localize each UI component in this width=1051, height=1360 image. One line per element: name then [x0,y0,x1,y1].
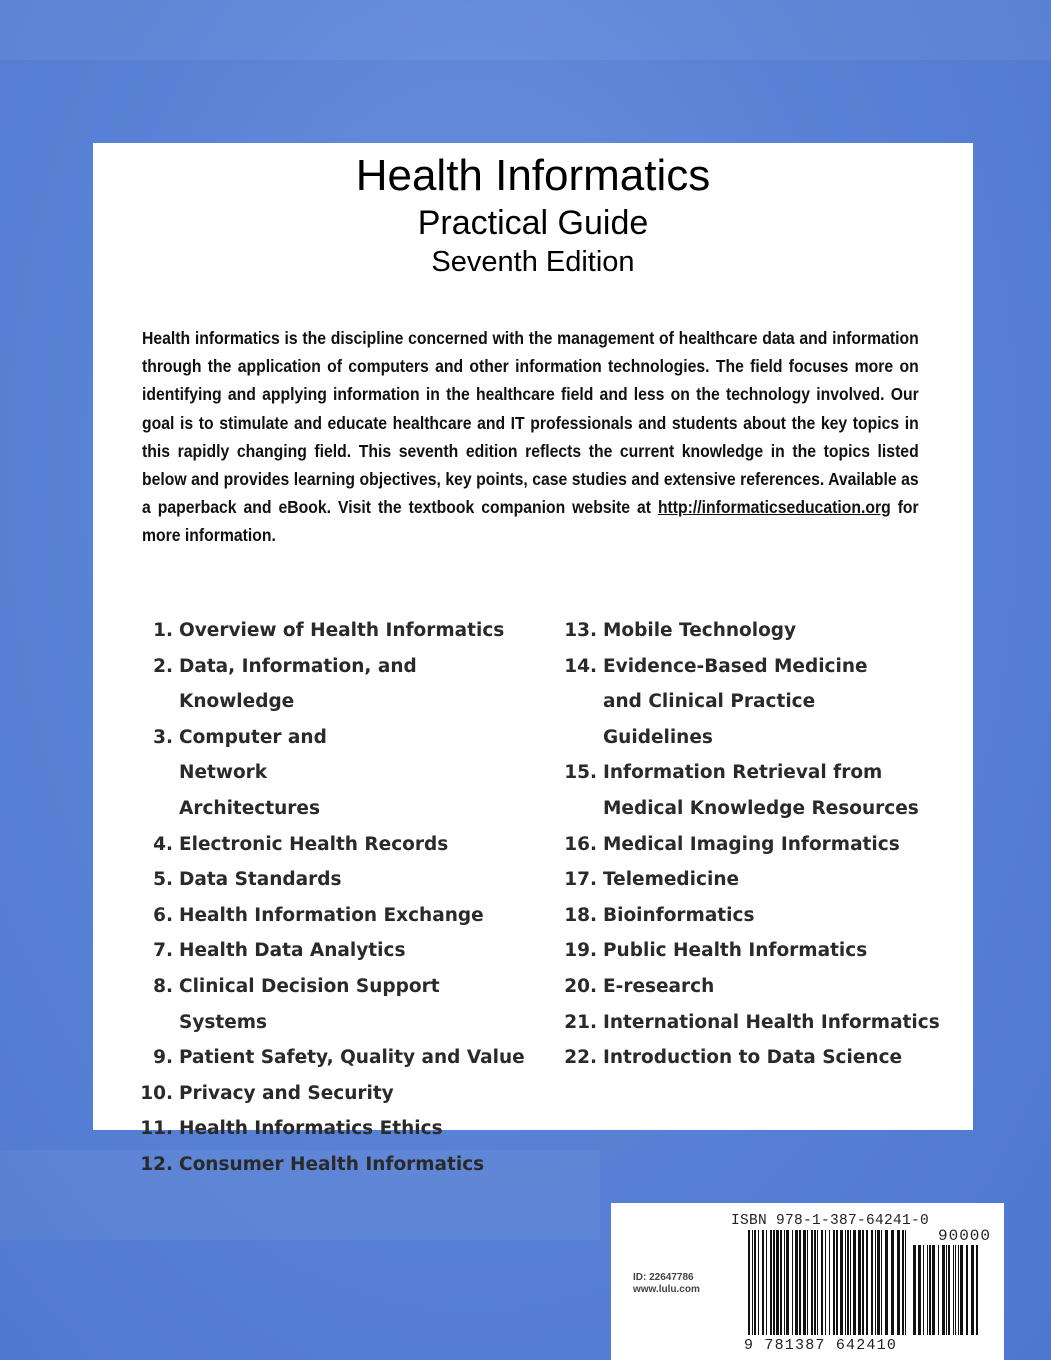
toc-item: 13. Mobile Technology [564,620,797,641]
publisher-site: www.lulu.com [633,1284,700,1295]
title-block [93,151,973,279]
toc-item: 3. Computer and Network Architectures [153,726,327,819]
id-line: ID: 22647786 [633,1272,694,1283]
description-text-end: for more information. [142,497,919,546]
barcode-digits: 9 781387 642410 [744,1337,898,1354]
toc-item: 12. Consumer Health Informatics [140,1153,485,1175]
toc-item: 9. Patient Safety, Quality and Value [153,1047,525,1069]
book-title: Health Informatics [355,151,711,200]
publisher-id [633,1272,700,1296]
toc-item: 20. E-research [564,975,715,997]
barcode-icon [748,1230,908,1335]
toc-item: 17. Telemedicine [564,869,740,891]
toc-item: 18. Bioinformatics [564,904,755,926]
toc-left-column [131,613,531,1183]
toc-item: 1. Overview of Health Informatics [153,620,505,641]
toc-item: 4. Electronic Health Records [153,833,449,855]
isbn-number: ISBN 978-1-387-64241-0 [731,1213,930,1229]
toc-item: 21. International Health Informatics [564,1011,940,1033]
toc-item: 10. Privacy and Security [140,1082,394,1104]
toc-item: 22. Introduction to Data Science [564,1047,903,1069]
toc-item: 14. Evidence-Based Medicine and Clinical Practice Guidelines [564,655,868,748]
toc-item: 8. Clinical Decision Support Systems [153,975,440,1033]
description-text: Health informatics is the discipline concerned with the management of healthcare data and information through the application of computers and other information technologies. The field focuses more on identifying and applying information in the healthcare field and less on the technology involved. Our goal is to stimulate and educate healthcare and IT professionals and students about the key topics in this rapidly changing field. This seventh edition reflects the current knowledge in the topics listed below and provides learning objectives, key points, case studies and extensive references. Available as a paperback and eBook. Visit the textbook companion website at [142,328,919,518]
back-cover-panel [93,143,973,1175]
toc-item: 6. Health Information Exchange [153,904,484,926]
isbn-barcode-block [611,1203,1004,1360]
toc-item: 15. Information Retrieval from Medical Knowledge Resources [564,762,919,819]
companion-website-link[interactable]: http://informaticseducation.org [657,497,891,518]
toc-right-column [555,613,965,1076]
book-edition: Seventh Edition [431,246,635,278]
book-subtitle: Practical Guide [417,204,649,242]
book-description [142,324,919,550]
toc-item: 2. Data, Information, and Knowledge [153,655,417,713]
toc-item: 19. Public Health Informatics [564,940,868,962]
toc-item: 7. Health Data Analytics [153,940,406,962]
toc-item: 5. Data Standards [153,869,342,891]
price-barcode-icon [913,1245,981,1335]
price-code: 90000 [938,1227,992,1245]
toc-item: 11. Health Informatics Ethics [140,1118,443,1140]
toc-item: 16. Medical Imaging Informatics [564,833,900,855]
